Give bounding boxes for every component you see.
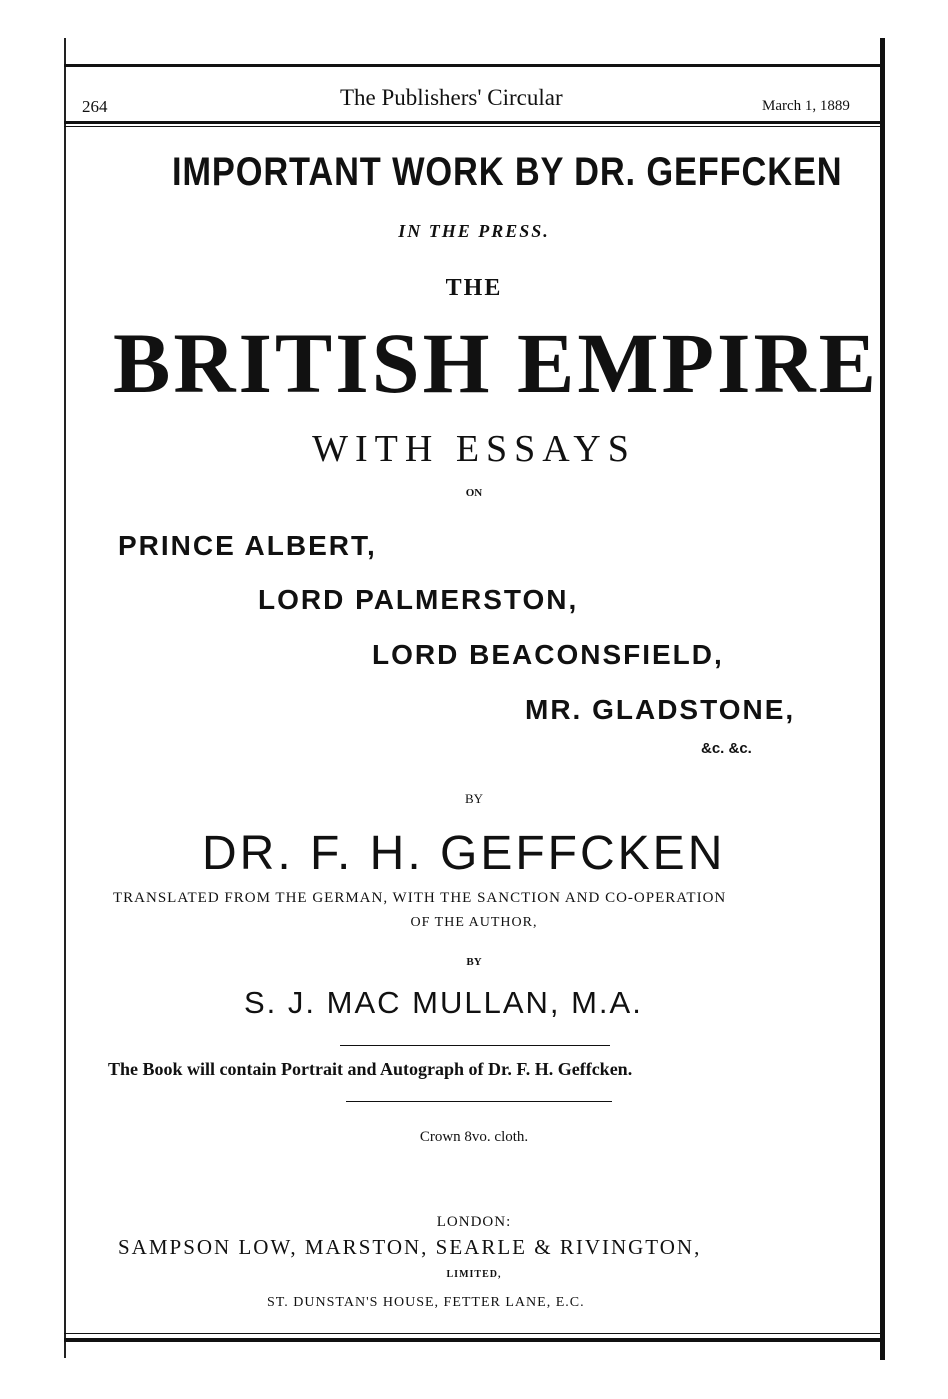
title-article: THE <box>445 275 503 301</box>
essay-subject: LORD BEACONSFIELD, <box>372 639 724 670</box>
publisher-address: ST. DUNSTAN'S HOUSE, FETTER LANE, E.C. <box>267 1295 585 1310</box>
bottom-rule-thick <box>64 1338 884 1342</box>
book-format: Crown 8vo. cloth. <box>419 1129 529 1145</box>
journal-title: The Publishers' Circular <box>340 85 563 110</box>
issue-date: March 1, 1889 <box>762 98 850 114</box>
essay-subject: MR. GLADSTONE, <box>525 694 796 725</box>
headline: IMPORTANT WORK BY DR. GEFFCKEN <box>172 150 843 194</box>
book-title: BRITISH EMPIRE <box>113 315 879 411</box>
publisher-name: SAMPSON LOW, MARSTON, SEARLE & RIVINGTON, <box>118 1235 702 1259</box>
divider <box>346 1101 612 1102</box>
by-label: BY <box>464 791 484 806</box>
with-essays: WITH ESSAYS <box>312 428 636 470</box>
page-number: 264 <box>82 97 108 116</box>
translation-note-cont: OF THE AUTHOR, <box>410 915 538 930</box>
bottom-rule-thin <box>64 1333 884 1334</box>
press-status: IN THE PRESS. <box>398 221 550 241</box>
header-rule-thin <box>64 126 884 127</box>
essay-subject: LORD PALMERSTON, <box>258 584 579 615</box>
top-rule <box>64 64 884 67</box>
essay-subject: PRINCE ALBERT, <box>118 530 377 561</box>
by-label: BY <box>466 956 482 968</box>
publisher-city: LONDON: <box>436 1214 512 1230</box>
portrait-note: The Book will contain Portrait and Autograph of Dr. F. H. Geffcken. <box>108 1059 633 1079</box>
divider <box>340 1045 610 1046</box>
author-name: DR. F. H. GEFFCKEN <box>202 827 726 880</box>
translation-note: TRANSLATED FROM THE GERMAN, WITH THE SANCTION AND CO-OPERATION <box>113 890 727 906</box>
publisher-limited: LIMITED, <box>446 1269 502 1280</box>
etcetera: &c. &c. <box>701 740 752 757</box>
on-label: ON <box>465 487 483 499</box>
header-rule-thick <box>64 121 884 124</box>
translator-name: S. J. MAC MULLAN, M.A. <box>244 985 643 1020</box>
